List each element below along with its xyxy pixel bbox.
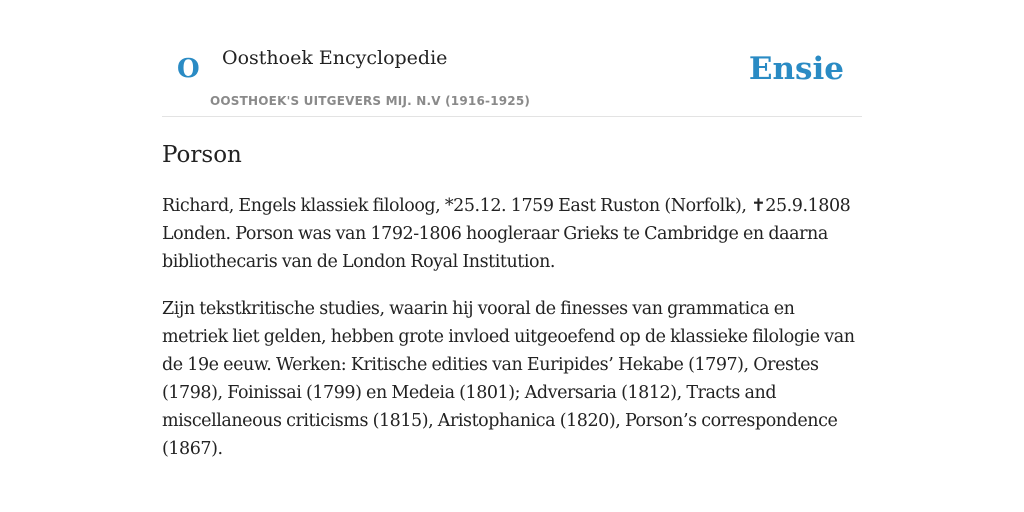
entry-paragraph: Richard, Engels klassiek filoloog, *25.12. 1759 East Ruston (Norfolk), ✝25.9.1808 Londen. Porson was van 1792-1806 hoogleraar Grieks te Cambridge en daarna bibliothecaris van de London Royal Institution. — [162, 196, 851, 272]
publication-subtitle: OOSTHOEK'S UITGEVERS MIJ. N.V (1916-1925) — [210, 94, 531, 108]
entry-paragraph: Zijn tekstkritische studies, waarin hij vooral de finesses van grammatica en metriek liet gelden, hebben grote invloed uitgeoefend op de klassieke filologie van de 19e eeuw. Werken: Kritische edities van Euripides’ Hekabe (1797), Orestes (1798), Foinissai (1799) en Medeia (1801); Adversaria (1812), Tracts and miscellaneous criticisms (1815), Aristophanica (1820), Porson’s correspondence (1867). — [162, 299, 855, 459]
publication-logo[interactable]: O — [177, 54, 200, 84]
publication-header — [162, 0, 862, 117]
publication-title[interactable]: Oosthoek Encyclopedie — [222, 47, 448, 69]
entry-title: Porson — [162, 142, 242, 168]
ensie-brand-link[interactable]: Ensie — [748, 51, 844, 87]
entry-content — [162, 192, 862, 482]
